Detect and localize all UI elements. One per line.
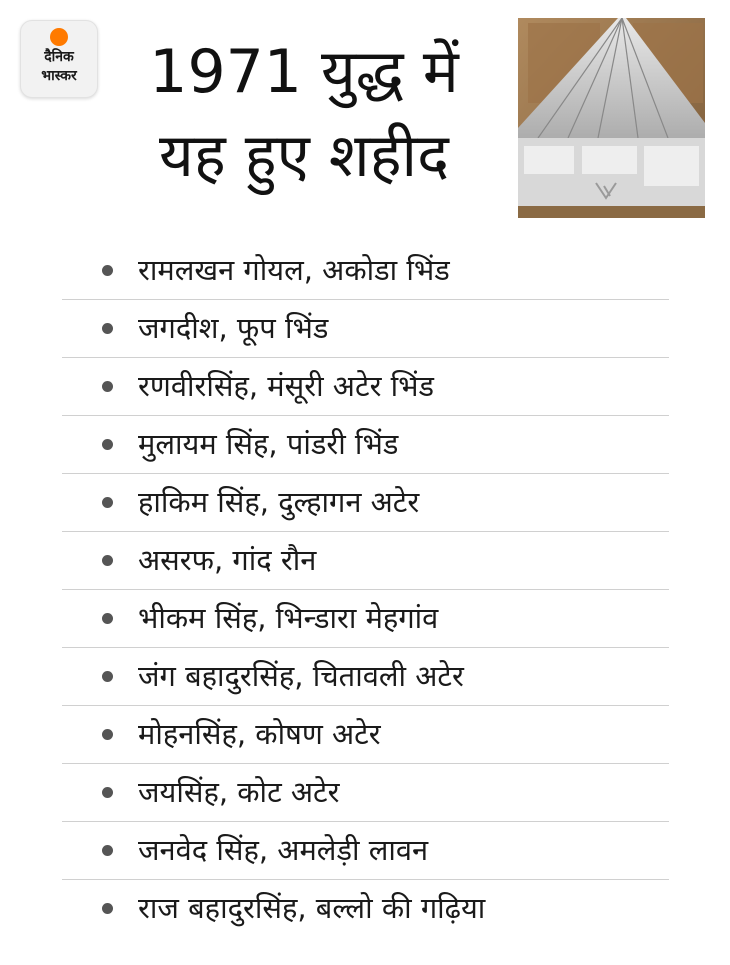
martyr-name: जंग बहादुरसिंह, चितावली अटेर <box>138 659 464 693</box>
list-item <box>62 764 669 822</box>
bullet-icon <box>102 323 113 334</box>
list-item <box>62 822 669 880</box>
list-item <box>62 300 669 358</box>
bullet-icon <box>102 787 113 798</box>
martyr-name: रामलखन गोयल, अकोडा भिंड <box>138 253 450 287</box>
list-item <box>62 880 669 937</box>
martyr-name: जयसिंह, कोट अटेर <box>138 775 340 809</box>
bullet-icon <box>102 439 113 450</box>
list-item <box>62 648 669 706</box>
bullet-icon <box>102 671 113 682</box>
dainik-bhaskar-logo <box>20 20 98 98</box>
bullet-icon <box>102 555 113 566</box>
sun-icon <box>50 28 68 46</box>
martyr-name: रणवीरसिंह, मंसूरी अटेर भिंड <box>138 369 435 403</box>
bullet-icon <box>102 381 113 392</box>
list-item <box>62 706 669 764</box>
memorial-photo <box>518 18 705 218</box>
bullet-icon <box>102 613 113 624</box>
list-item <box>62 532 669 590</box>
martyr-name: जनवेद सिंह, अमलेड़ी लावन <box>138 833 429 867</box>
martyr-name: भीकम सिंह, भिन्डारा मेहगांव <box>138 601 439 635</box>
martyr-name: असरफ, गांद रौन <box>138 543 317 577</box>
martyr-name: राज बहादुरसिंह, बल्लो की गढ़िया <box>138 891 486 925</box>
list-item <box>62 474 669 532</box>
martyr-name: मोहनसिंह, कोषण अटेर <box>138 717 381 751</box>
bullet-icon <box>102 497 113 508</box>
list-item <box>62 416 669 474</box>
bullet-icon <box>102 903 113 914</box>
list-item <box>62 590 669 648</box>
memorial-illustration <box>518 18 705 218</box>
martyr-name: मुलायम सिंह, पांडरी भिंड <box>138 427 399 461</box>
martyrs-list <box>62 242 669 937</box>
martyr-name: जगदीश, फूप भिंड <box>138 311 329 345</box>
logo-line-1: दैनिक <box>44 49 74 65</box>
page-title <box>104 30 504 198</box>
martyr-name: हाकिम सिंह, दुल्हागन अटेर <box>138 485 420 519</box>
list-item <box>62 242 669 300</box>
title-line-2: यह हुए शहीद <box>159 121 449 191</box>
bullet-icon <box>102 729 113 740</box>
bullet-icon <box>102 265 113 276</box>
title-line-1: 1971 युद्ध में <box>149 37 459 107</box>
list-item <box>62 358 669 416</box>
logo-line-2: भास्कर <box>41 68 77 84</box>
bullet-icon <box>102 845 113 856</box>
